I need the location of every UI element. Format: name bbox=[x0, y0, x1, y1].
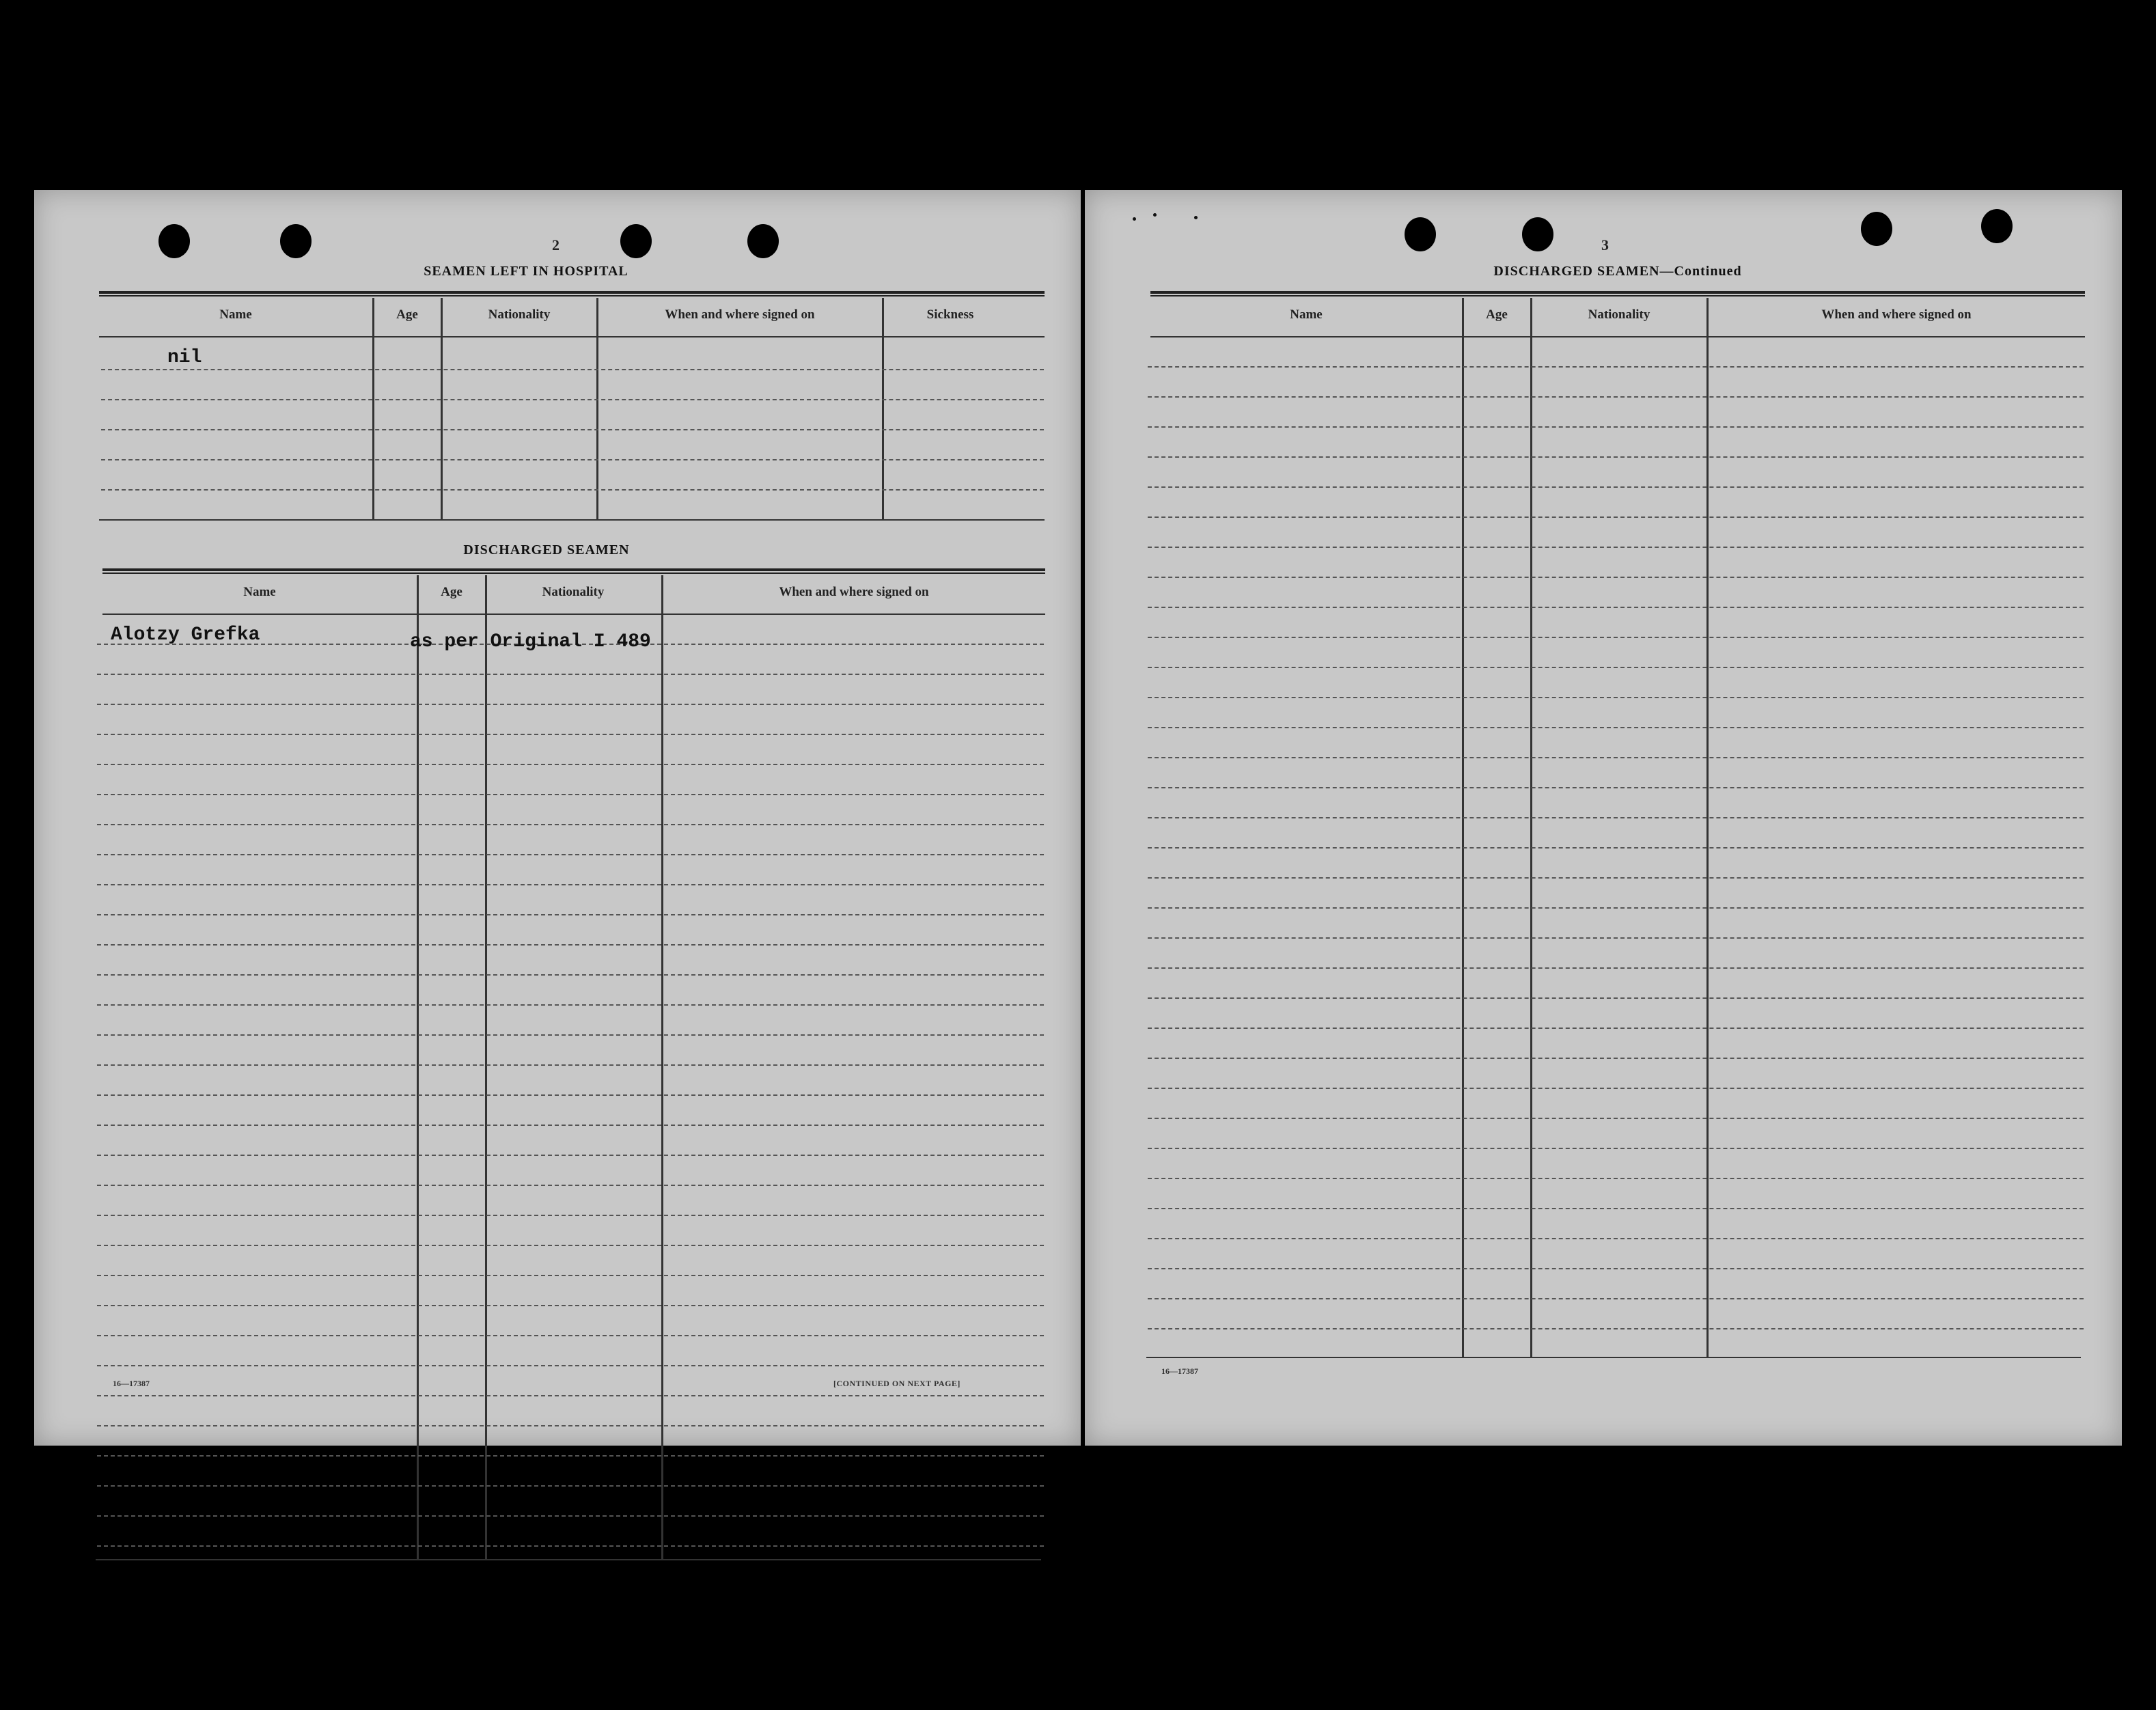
writing-line bbox=[1148, 907, 2084, 909]
writing-line bbox=[97, 974, 1044, 976]
table-bottom-rule bbox=[99, 519, 1045, 521]
left-page bbox=[34, 190, 1081, 1446]
form-code: 16—17387 bbox=[113, 1379, 150, 1388]
writing-line bbox=[1148, 516, 2084, 518]
punch-hole bbox=[1981, 209, 2013, 243]
writing-line bbox=[97, 1215, 1044, 1216]
column-rule bbox=[372, 298, 374, 519]
writing-line bbox=[97, 1275, 1044, 1276]
page-number: 2 bbox=[552, 236, 559, 253]
writing-line bbox=[1148, 426, 2084, 428]
writing-line bbox=[101, 459, 1044, 460]
punch-hole bbox=[1405, 217, 1436, 251]
writing-line bbox=[1148, 1268, 2084, 1269]
writing-line bbox=[1148, 1058, 2084, 1059]
col-header-age: Age bbox=[396, 307, 418, 322]
writing-line bbox=[1148, 847, 2084, 849]
col-header-nationality: Nationality bbox=[1588, 307, 1650, 322]
writing-line bbox=[97, 1185, 1044, 1186]
writing-line bbox=[1148, 1148, 2084, 1149]
writing-line bbox=[97, 674, 1044, 675]
writing-line bbox=[97, 1485, 1044, 1487]
header-rule bbox=[102, 613, 1045, 615]
writing-line bbox=[1148, 1298, 2084, 1299]
writing-line bbox=[97, 1155, 1044, 1156]
discharged-entry-name: Alotzy Grefka bbox=[111, 624, 260, 646]
form-code: 16—17387 bbox=[1161, 1366, 1198, 1376]
punch-hole bbox=[1861, 212, 1892, 246]
writing-line bbox=[97, 854, 1044, 855]
col-header-when-where: When and where signed on bbox=[779, 585, 929, 599]
writing-line bbox=[1148, 1328, 2084, 1329]
writing-line bbox=[1148, 997, 2084, 999]
section-divider bbox=[1150, 291, 2085, 297]
punch-hole bbox=[747, 224, 779, 258]
punch-hole bbox=[620, 224, 652, 258]
writing-line bbox=[97, 1034, 1044, 1036]
col-header-age: Age bbox=[441, 585, 462, 599]
header-rule bbox=[1150, 336, 2085, 337]
col-header-nationality: Nationality bbox=[542, 585, 605, 599]
writing-line bbox=[1148, 727, 2084, 728]
writing-line bbox=[1148, 1028, 2084, 1029]
discharged-section-title: DISCHARGED SEAMEN bbox=[463, 542, 630, 557]
writing-line bbox=[97, 1245, 1044, 1246]
column-rule bbox=[441, 298, 443, 519]
writing-line bbox=[1148, 667, 2084, 668]
writing-line bbox=[97, 764, 1044, 765]
writing-line bbox=[101, 429, 1044, 430]
writing-line bbox=[1148, 456, 2084, 458]
writing-line bbox=[97, 794, 1044, 795]
col-header-name: Name bbox=[243, 585, 276, 599]
header-rule bbox=[99, 336, 1045, 337]
writing-line bbox=[1148, 877, 2084, 879]
writing-line bbox=[101, 489, 1044, 491]
writing-line bbox=[1148, 366, 2084, 368]
punch-hole bbox=[158, 224, 190, 258]
column-rule bbox=[596, 298, 598, 519]
speck bbox=[1194, 216, 1198, 219]
punch-hole bbox=[280, 224, 312, 258]
writing-line bbox=[1148, 817, 2084, 818]
writing-line bbox=[97, 1305, 1044, 1306]
column-rule bbox=[661, 575, 663, 1560]
column-rule bbox=[485, 575, 487, 1560]
writing-line bbox=[97, 824, 1044, 825]
writing-line bbox=[97, 1425, 1044, 1426]
table-bottom-rule bbox=[1146, 1357, 2081, 1358]
writing-line bbox=[97, 884, 1044, 885]
writing-line bbox=[101, 369, 1044, 370]
section-divider bbox=[102, 568, 1045, 574]
writing-line bbox=[1148, 697, 2084, 698]
writing-line bbox=[1148, 547, 2084, 548]
section-divider bbox=[99, 291, 1045, 297]
writing-line bbox=[101, 399, 1044, 400]
col-header-sickness: Sickness bbox=[926, 307, 974, 322]
writing-line bbox=[97, 1365, 1044, 1366]
writing-line bbox=[1148, 787, 2084, 788]
writing-line bbox=[1148, 967, 2084, 969]
writing-line bbox=[97, 1515, 1044, 1517]
column-rule bbox=[417, 575, 419, 1560]
writing-line bbox=[1148, 486, 2084, 488]
right-page bbox=[1085, 190, 2122, 1446]
writing-line bbox=[97, 1395, 1044, 1396]
writing-line bbox=[97, 1125, 1044, 1126]
hospital-entry: nil bbox=[167, 347, 202, 368]
col-header-nationality: Nationality bbox=[488, 307, 551, 322]
writing-line bbox=[97, 944, 1044, 946]
writing-line bbox=[1148, 637, 2084, 638]
column-rule bbox=[882, 298, 884, 519]
hospital-section-title: SEAMEN LEFT IN HOSPITAL bbox=[424, 264, 628, 279]
writing-line bbox=[1148, 1238, 2084, 1239]
speck bbox=[1133, 217, 1136, 221]
writing-line bbox=[1148, 757, 2084, 758]
col-header-name: Name bbox=[219, 307, 252, 322]
writing-line bbox=[97, 1094, 1044, 1096]
col-header-when-where: When and where signed on bbox=[1821, 307, 1972, 322]
writing-line bbox=[97, 1064, 1044, 1066]
writing-line bbox=[97, 734, 1044, 735]
discharged-continued-title: DISCHARGED SEAMEN—Continued bbox=[1493, 264, 1742, 279]
discharged-entry-details: as per Original I 489 bbox=[410, 631, 651, 652]
writing-line bbox=[1148, 577, 2084, 578]
writing-line bbox=[97, 704, 1044, 705]
speck bbox=[1153, 213, 1157, 217]
writing-line bbox=[97, 1545, 1044, 1547]
writing-line bbox=[1148, 607, 2084, 608]
col-header-age: Age bbox=[1486, 307, 1508, 322]
writing-line bbox=[97, 1004, 1044, 1006]
writing-line bbox=[1148, 1118, 2084, 1119]
writing-line bbox=[1148, 1088, 2084, 1089]
writing-line bbox=[1148, 396, 2084, 398]
col-header-name: Name bbox=[1290, 307, 1323, 322]
writing-line bbox=[97, 1335, 1044, 1336]
writing-line bbox=[1148, 1208, 2084, 1209]
col-header-when-where: When and where signed on bbox=[665, 307, 815, 322]
writing-line bbox=[97, 1455, 1044, 1457]
punch-hole bbox=[1522, 217, 1553, 251]
continued-note: [CONTINUED ON NEXT PAGE] bbox=[833, 1379, 960, 1388]
page-number: 3 bbox=[1601, 236, 1609, 253]
table-bottom-rule bbox=[96, 1559, 1041, 1560]
writing-line bbox=[97, 914, 1044, 915]
writing-line bbox=[1148, 1178, 2084, 1179]
writing-line bbox=[1148, 937, 2084, 939]
